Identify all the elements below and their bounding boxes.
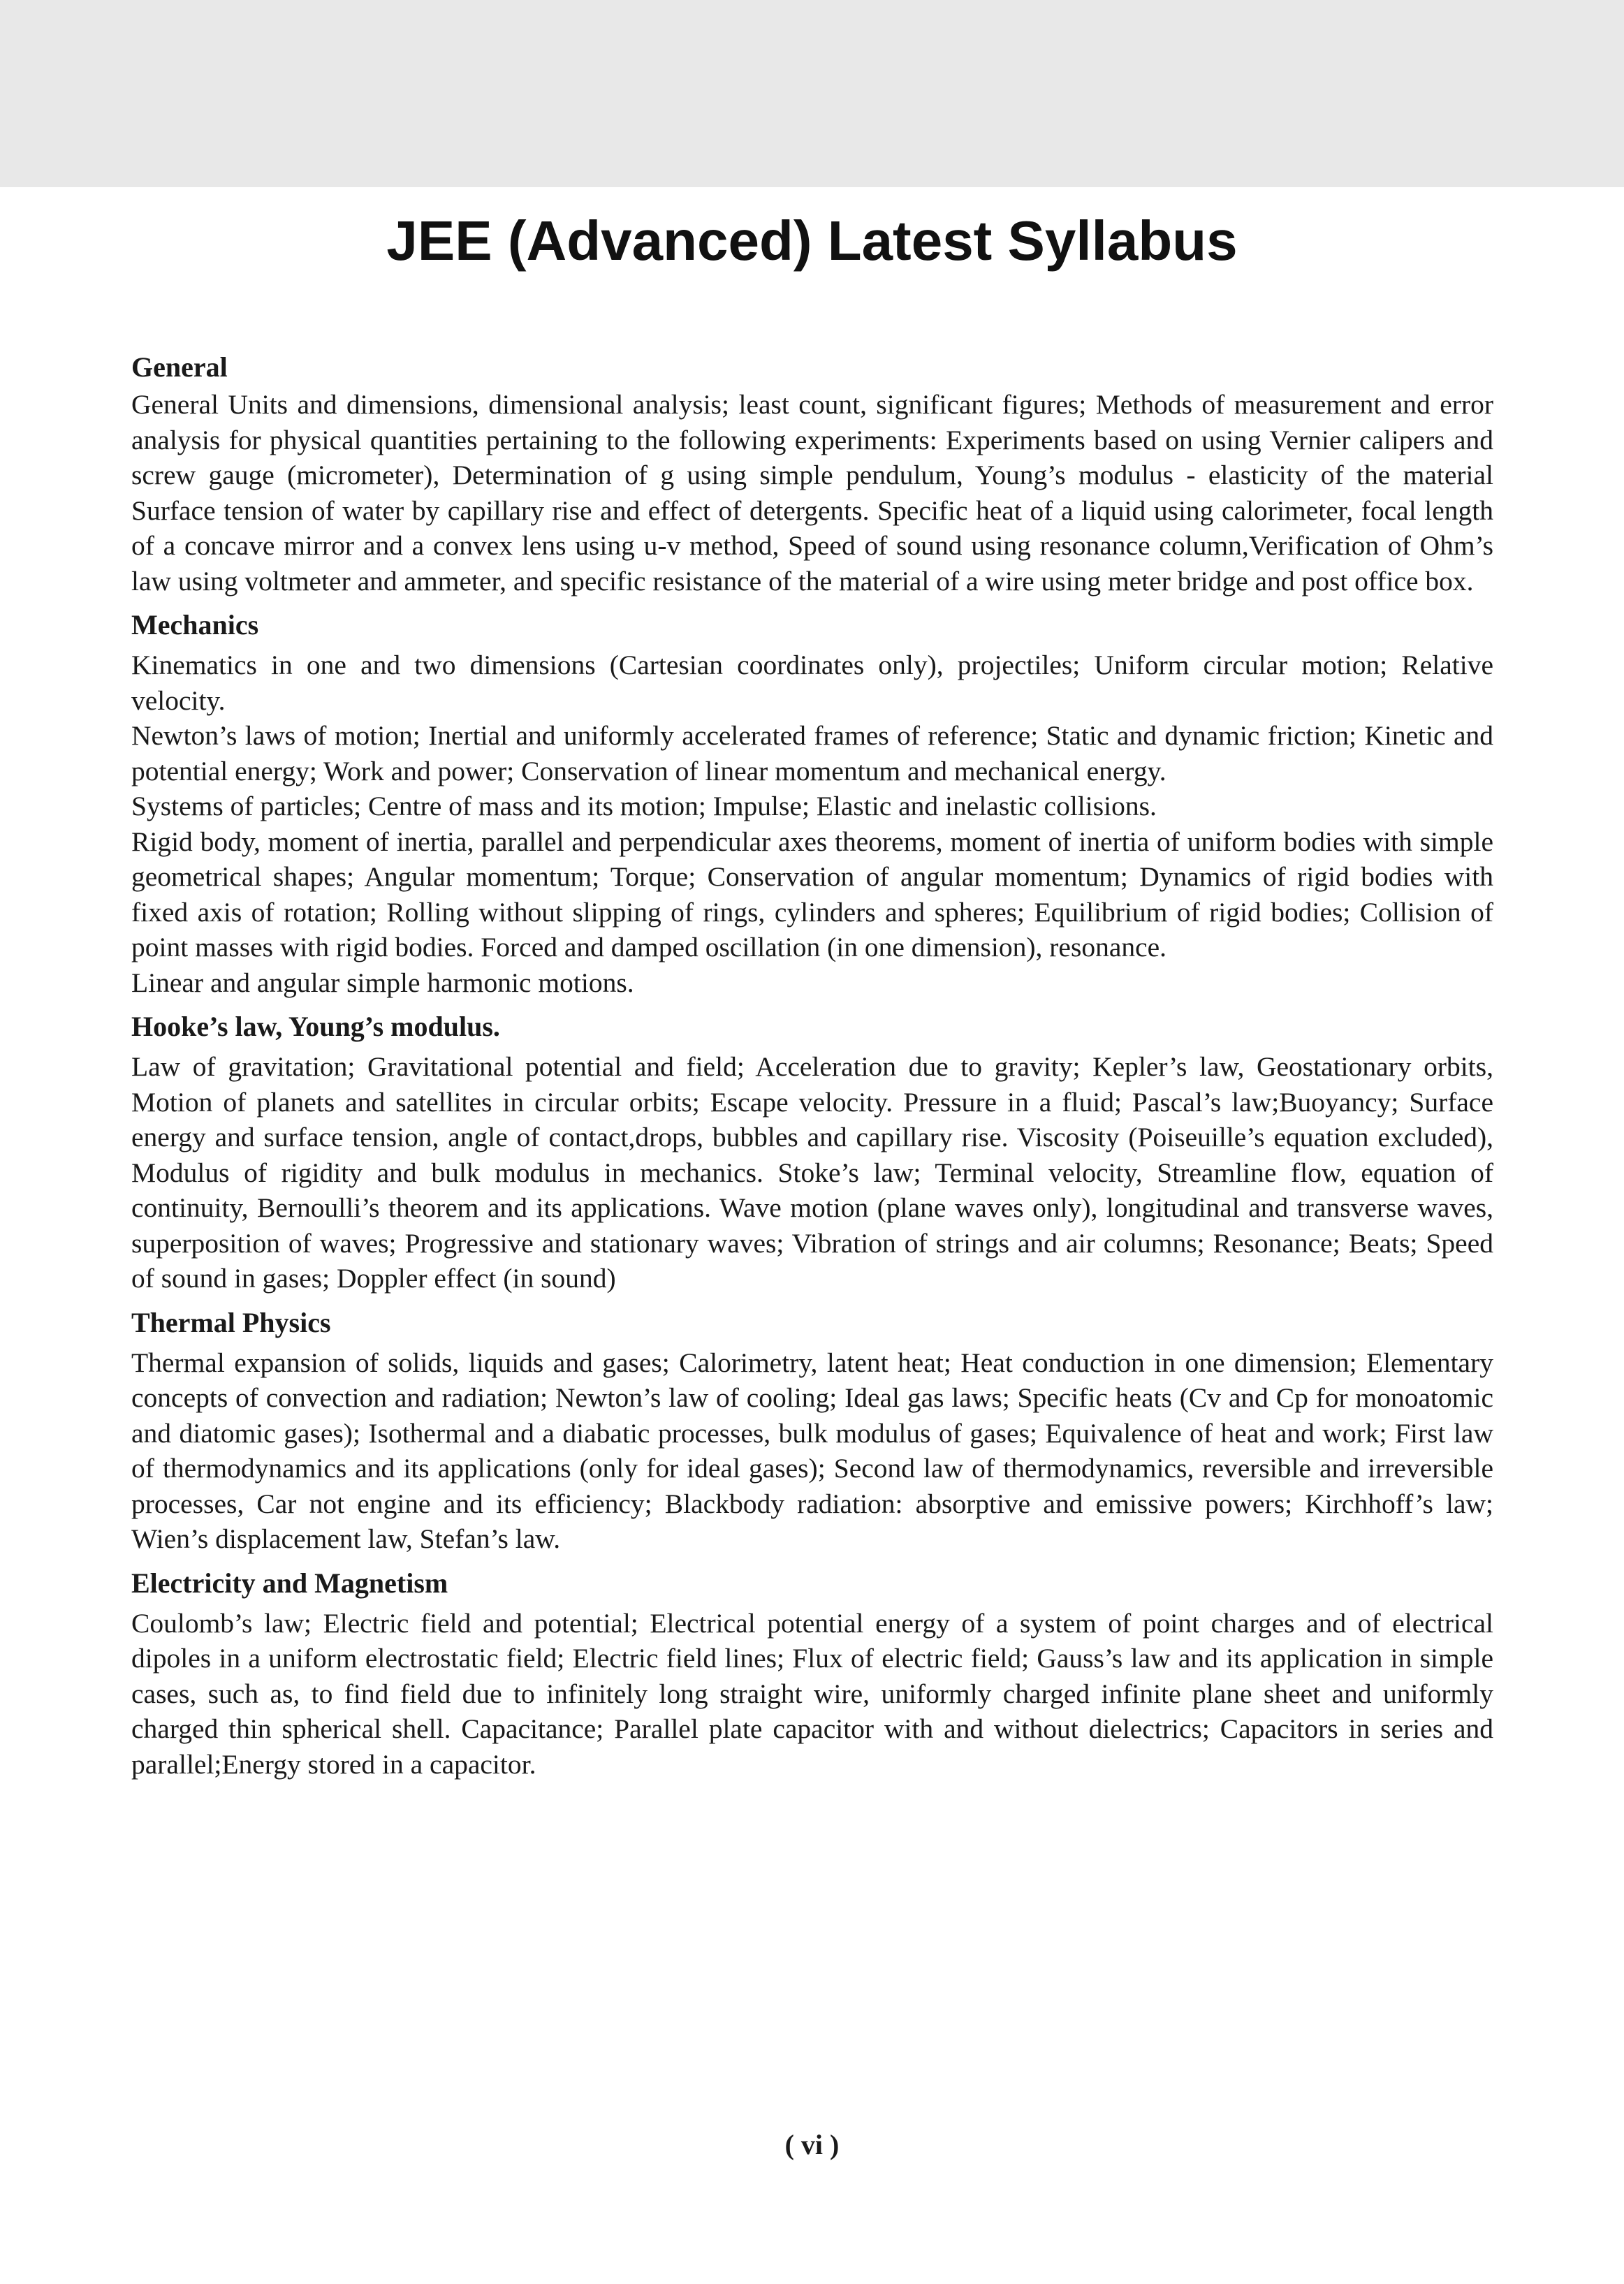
section-hookes-law [131,1009,1493,1296]
syllabus-content [131,349,1493,1790]
section-paragraph: Rigid body, moment of inertia, parallel and perpendicular axes theorems, moment of inertia of uniform bodies with simple geometrical shapes; Angular momentum; Torque; Conservation of angular momentum; Dynamics of rigid bodies with fixed axis of rotation; Rolling without slipping of rings, cylinders and spheres; Equilibrium of rigid bodies; Collision of point masses with rigid bodies. Forced and damped oscillation (in one dimension), resonance. [131,826,1493,962]
section-heading: Mechanics [131,609,259,640]
page-number: ( vi ) [784,2129,840,2160]
section-paragraph: Newton’s laws of motion; Inertial and uniformly accelerated frames of reference; Static and dynamic friction; Kinetic and potential energy; Work and power; Conservation of linear momentum and mechanical energy. [131,720,1493,786]
section-mechanics [131,607,1493,1000]
section-paragraph: Linear and angular simple harmonic motions. [131,967,634,998]
section-heading: Electricity and Magnetism [131,1567,448,1599]
page-title: JEE (Advanced) Latest Syllabus [386,210,1238,272]
section-heading: Thermal Physics [131,1306,331,1338]
section-heading: General [131,351,228,383]
section-paragraph: Coulomb’s law; Electric field and potential; Electrical potential energy of a system of point charges and of electrical dipoles in a uniform electrostatic field; Electric field lines; Flux of electric field; Gauss’s law and its application in simple cases, such as, to find field due to infinitely long straight wire, uniformly charged infinite plane sheet and uniformly charged thin spherical shell. Capacitance; Parallel plate capacitor with and without dielectrics; Capacitors in series and parallel;Energy stored in a capacitor. [131,1607,1493,1780]
section-heading: Hooke’s law, Young’s modulus. [131,1011,500,1042]
header-band [0,0,1624,187]
section-paragraph: Thermal expansion of solids, liquids and gases; Calorimetry, latent heat; Heat conduction in one dimension; Elementary concepts of convection and radiation; Newton’s law of cooling; Ideal gas laws; Specific heats (Cv and Cp for monoatomic and diatomic gases); Isothermal and a diabatic processes, bulk modulus of gases; Equivalence of heat and work; First law of thermodynamics and its applications (only for ideal gases); Second law of thermodynamics, reversible and irreversible processes, Car not engine and its efficiency; Blackbody radiation: absorptive and emissive powers; Kirchhoff’s law; Wien’s displacement law, Stefan’s law. [131,1347,1493,1554]
section-paragraph: Kinematics in one and two dimensions (Cartesian coordinates only), projectiles; Uniform circular motion; Relative velocity. [131,650,1493,716]
section-electricity-magnetism [131,1565,1493,1782]
section-general [131,349,1493,599]
section-paragraph: Systems of particles; Centre of mass and its motion; Impulse; Elastic and inelastic collisions. [131,791,1157,821]
section-paragraph: General Units and dimensions, dimensional analysis; least count, significant figures; Methods of measurement and error analysis for physical quantities pertaining to the following experiments: Experiments based on using Vernier calipers and screw gauge (micrometer), Determination of g using simple pendulum, Young’s modulus - elasticity of the material Surface tension of water by capillary rise and effect of detergents. Specific heat of a liquid using calorimeter, focal length of a concave mirror and a convex lens using u-v method, Speed of sound using resonance column,Verification of Ohm’s law using voltmeter and ammeter, and specific resistance of the material of a wire using meter bridge and post office box. [131,389,1493,596]
section-paragraph: Law of gravitation; Gravitational potential and field; Acceleration due to gravity; Kepler’s law, Geostationary orbits, Motion of planets and satellites in circular orbits; Escape velocity. Pressure in a fluid; Pascal’s law;Buoyancy; Surface energy and surface tension, angle of contact,drops, bubbles and capillary rise. Viscosity (Poiseuille’s equation excluded), Modulus of rigidity and bulk modulus in mechanics. Stoke’s law; Terminal velocity, Streamline flow, equation of continuity, Bernoulli’s theorem and its applications. Wave motion (plane waves only), longitudinal and transverse waves, superposition of waves; Progressive and stationary waves; Vibration of strings and air columns; Resonance; Beats; Speed of sound in gases; Doppler effect (in sound) [131,1051,1493,1294]
section-thermal-physics [131,1305,1493,1557]
